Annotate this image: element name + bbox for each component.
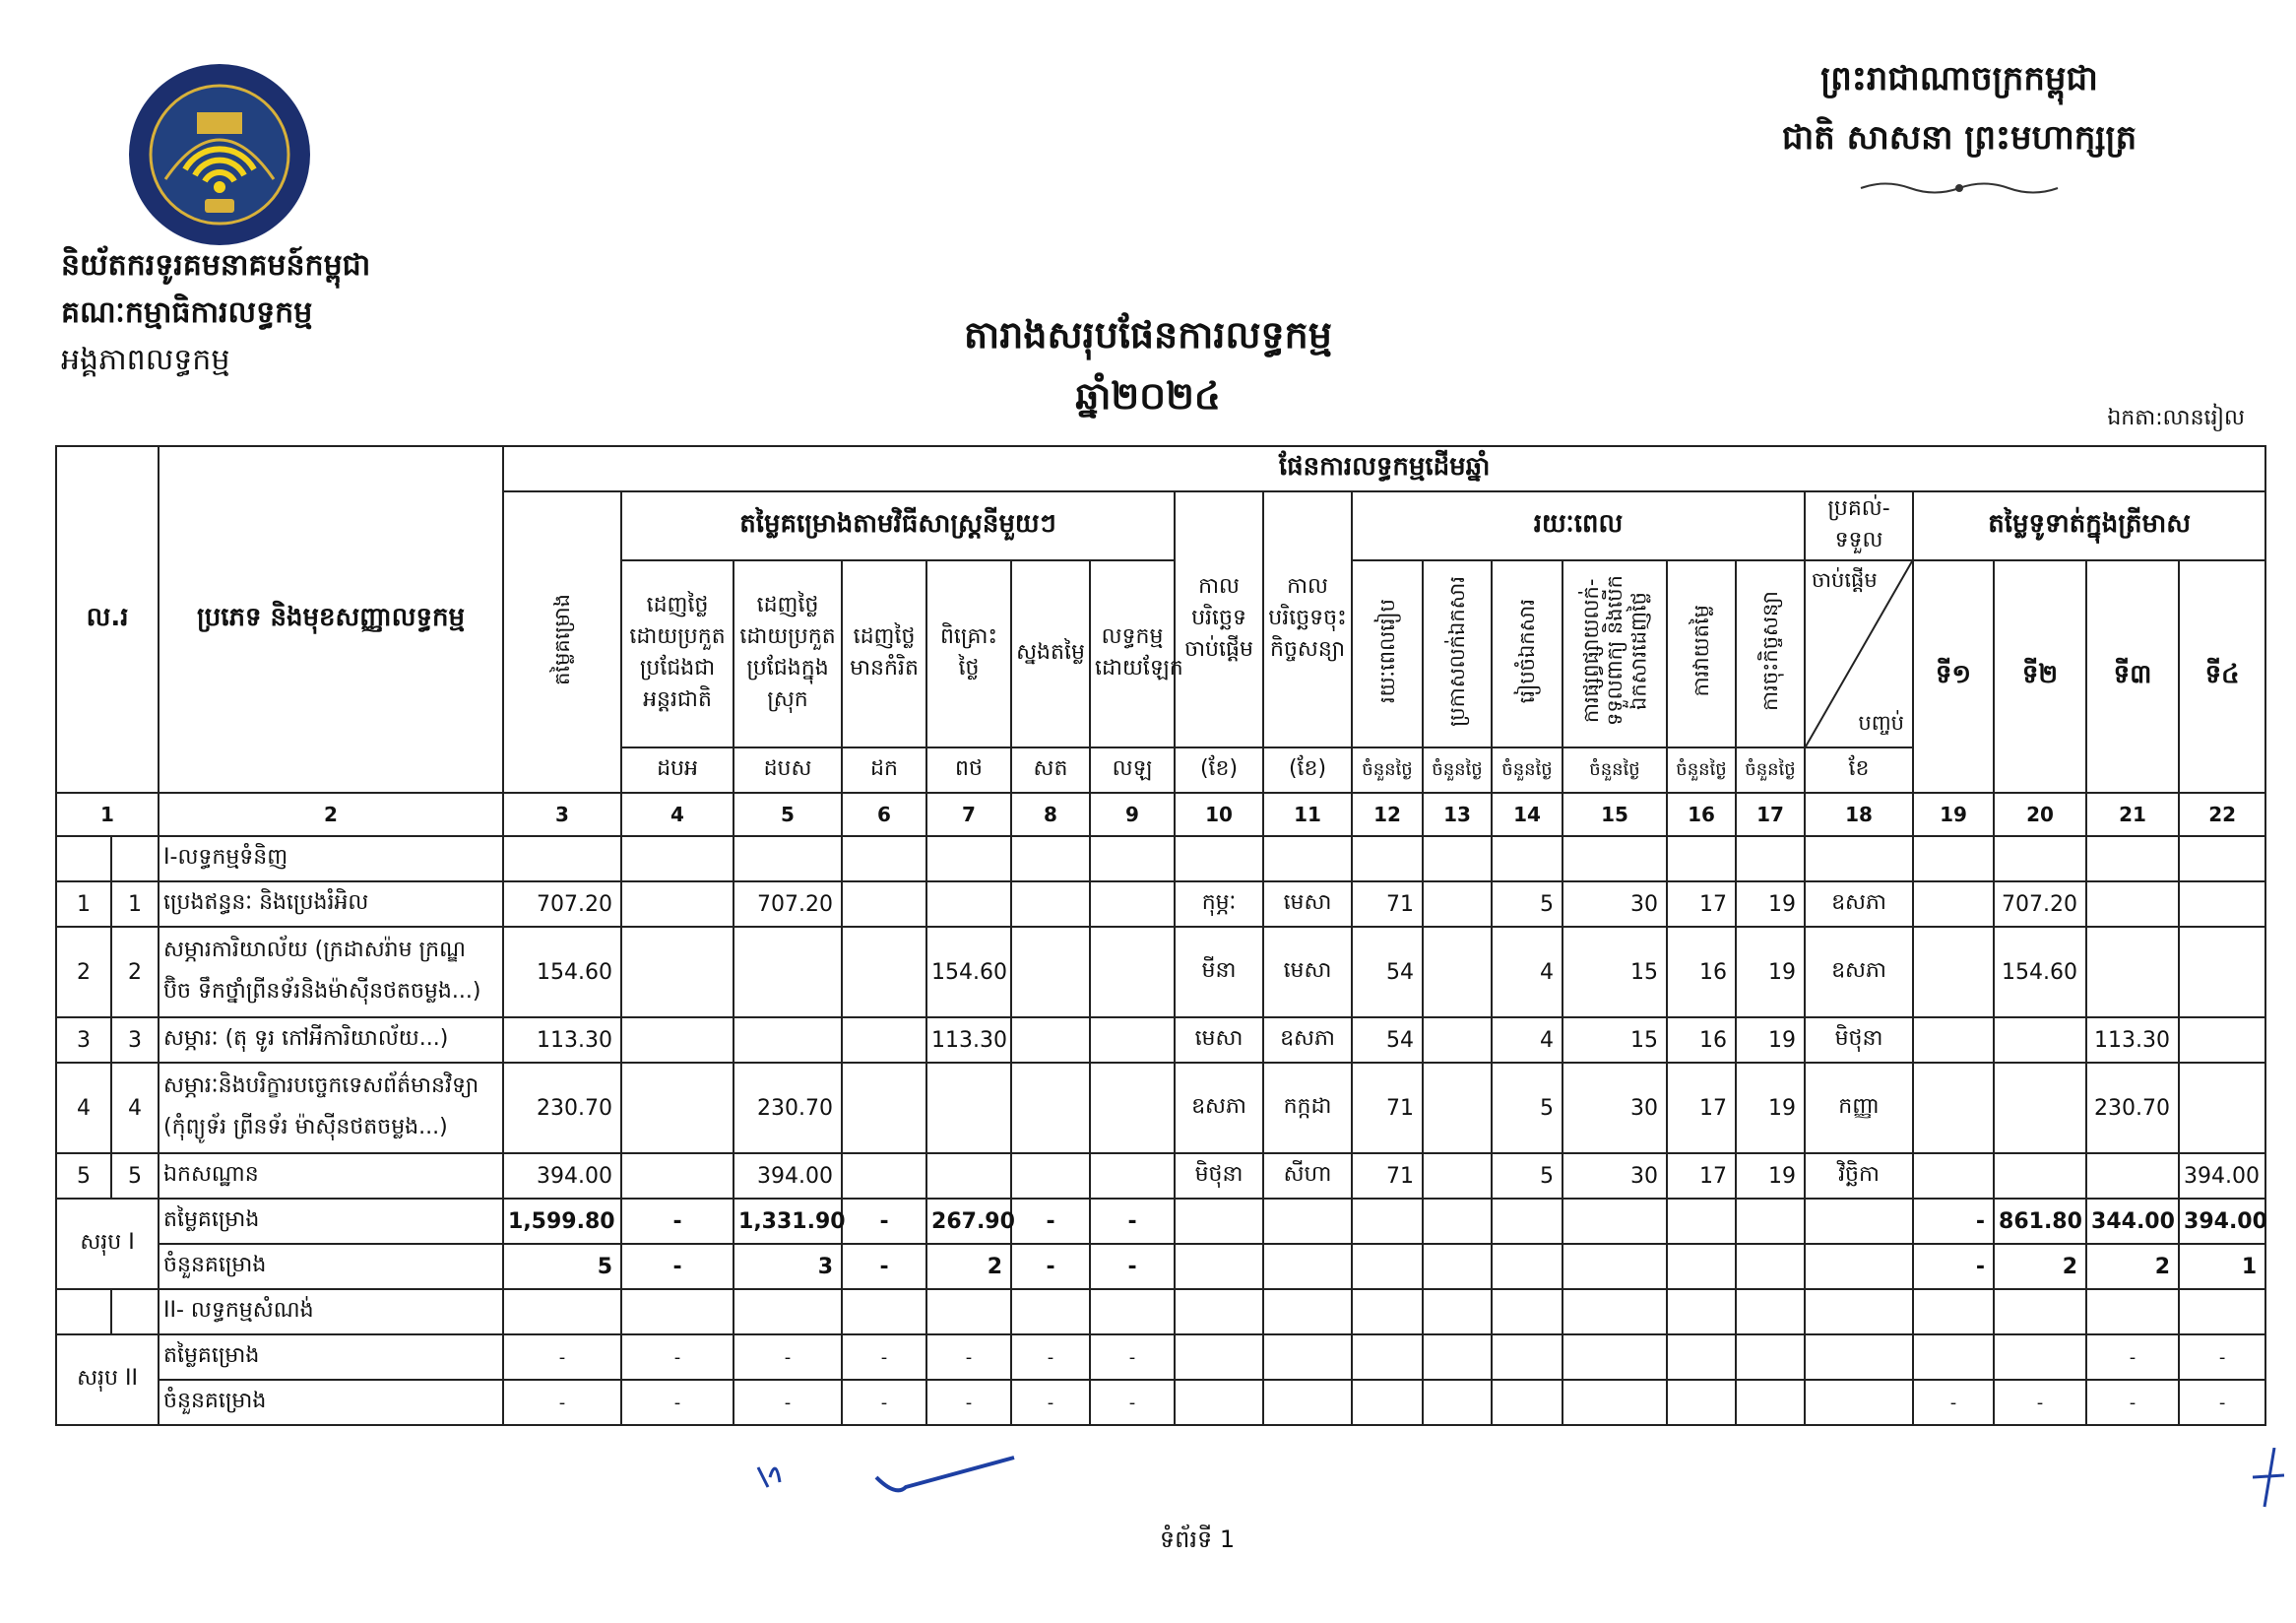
item-sign: ឧសភា (1263, 1017, 1352, 1063)
sum2-cell (1423, 1380, 1492, 1425)
item-name (159, 881, 503, 927)
procurement-plan-table (55, 445, 2266, 1426)
sum2-cell (1423, 1334, 1492, 1380)
kingdom-title: ព្រះរាជាណាចក្រកម្ពុជា (1820, 59, 2098, 98)
item-q3 (2086, 927, 2179, 1017)
header-q1: ទី១ (1913, 560, 1994, 793)
item-no: 2 (56, 927, 111, 1017)
sum2-cell (1492, 1334, 1563, 1380)
item-sub-no: 1 (111, 881, 159, 927)
item-d13 (1423, 1017, 1492, 1063)
item-m7 (926, 1153, 1011, 1199)
sum2-cell: - (733, 1334, 842, 1380)
header-d13: ប្រកាសលក់ឯកសារ (1423, 560, 1492, 747)
item-no: 5 (56, 1153, 111, 1199)
item-start: មីនា (1175, 927, 1263, 1017)
sum1-count-m4: - (621, 1244, 733, 1289)
header-duration: រយៈពេល (1352, 491, 1805, 560)
item-d17: 19 (1736, 881, 1805, 927)
sum1-count-q1: - (1913, 1244, 1994, 1289)
item-delivery: ឧសភា (1805, 927, 1913, 1017)
unit-days-12: ចំនួនថ្ងៃ (1352, 747, 1423, 793)
item-no: 1 (56, 881, 111, 927)
sum2-cell (1667, 1334, 1736, 1380)
item-m8 (1011, 1063, 1090, 1153)
item-d14: 5 (1492, 1063, 1563, 1153)
kingdom-motto: ជាតិ សាសនា ព្រះមហាក្សត្រ (1781, 118, 2137, 158)
colnum: 6 (842, 793, 926, 836)
item-m6 (842, 1153, 926, 1199)
item-name (159, 1017, 503, 1063)
item-d14: 4 (1492, 927, 1563, 1017)
unit-days-15: ចំនួនថ្ងៃ (1563, 747, 1667, 793)
sum2-cell: - (926, 1380, 1011, 1425)
item-start: មិថុនា (1175, 1153, 1263, 1199)
sum2-cell: - (621, 1334, 733, 1380)
item-delivery: ឧសភា (1805, 881, 1913, 927)
item-name-line: ប៊ិច ទឹកថ្នាំព្រីនទ័រនិងម៉ាស៊ីនថតចម្លង...) (163, 979, 481, 1004)
header-payment: តម្លៃទូទាត់ក្នុងត្រីមាស (1913, 491, 2265, 560)
sum2-cell: - (842, 1380, 926, 1425)
colnum: 9 (1090, 793, 1175, 836)
sum1-count-m6: - (842, 1244, 926, 1289)
colnum: 12 (1352, 793, 1423, 836)
sum2-cell (1175, 1380, 1263, 1425)
item-name-line: ប្រេងឥន្ធនៈ និងប្រេងរំអិល (163, 890, 369, 915)
sum1-count-m9: - (1090, 1244, 1175, 1289)
header-m8: ស្នងតម្លៃ (1011, 560, 1090, 747)
item-q3: 113.30 (2086, 1017, 2179, 1063)
item-d12: 71 (1352, 1063, 1423, 1153)
item-m8 (1011, 881, 1090, 927)
sum1-count-q4: 1 (2179, 1244, 2265, 1289)
item-d15: 30 (1563, 881, 1667, 927)
header-method: តម្លៃគម្រោងតាមវិធីសាស្ត្រនីមួយៗ (621, 491, 1175, 560)
item-q1 (1913, 1153, 1994, 1199)
item-d14: 4 (1492, 1017, 1563, 1063)
item-name-line: សម្ភារៈនិងបរិក្ខារបច្ចេកទេសព័ត៌មានវិទ្យា (163, 1073, 479, 1098)
sum2-cell (1736, 1334, 1805, 1380)
item-m6 (842, 881, 926, 927)
sum1-q1: - (1913, 1199, 1994, 1244)
sum2-cell (1805, 1380, 1913, 1425)
section-title: I-លទ្ធកម្មទំនិញ (159, 836, 503, 881)
colnum: 15 (1563, 793, 1667, 836)
item-q1 (1913, 1017, 1994, 1063)
table-row (56, 927, 2265, 1017)
sum1-m7: 267.90 (926, 1199, 1011, 1244)
sum2-cell (1263, 1334, 1352, 1380)
item-m5 (733, 1017, 842, 1063)
item-d16: 16 (1667, 1017, 1736, 1063)
item-d12: 54 (1352, 927, 1423, 1017)
sum2-cell (1667, 1380, 1736, 1425)
item-delivery: កញ្ញា (1805, 1063, 1913, 1153)
abbr-5: ដបស (733, 747, 842, 793)
colnum: 13 (1423, 793, 1492, 836)
header-d15: ការផ្សព្វផ្សាយលក់-ទទួលពាក្យ និងបើកឯកសារដេញថ្លៃ (1563, 560, 1667, 747)
item-d16: 16 (1667, 927, 1736, 1017)
item-start: ឧសភា (1175, 1063, 1263, 1153)
sum2-cell: - (733, 1380, 842, 1425)
item-d16: 17 (1667, 1063, 1736, 1153)
item-name-line: (កុំព្យូទ័រ ព្រីនទ័រ ម៉ាស៊ីនថតចម្លង...) (163, 1115, 448, 1139)
sum1-count-m7: 2 (926, 1244, 1011, 1289)
unit-days-13: ចំនួនថ្ងៃ (1423, 747, 1492, 793)
item-d17: 19 (1736, 1153, 1805, 1199)
org-name: និយ័តករទូរគមនាគមន៍កម្ពុជា (61, 248, 371, 283)
document-title: តារាងសរុបផែនការលទ្ធកម្ម (964, 313, 1332, 357)
item-m7 (926, 881, 1011, 927)
sum2-value-row (56, 1334, 2265, 1380)
item-m7 (926, 1063, 1011, 1153)
item-m9 (1090, 881, 1175, 927)
table-row (56, 1017, 2265, 1063)
item-name-line: សម្ភារការិយាល័យ (ក្រដាសរ៉ាម ក្រណ្ឌ (163, 938, 466, 962)
item-delivery: មិថុនា (1805, 1017, 1913, 1063)
item-m5: 394.00 (733, 1153, 842, 1199)
sum2-cell (1263, 1380, 1352, 1425)
sum2-cell: - (2086, 1334, 2179, 1380)
item-delivery: វិច្ឆិកា (1805, 1153, 1913, 1199)
colnum: 17 (1736, 793, 1805, 836)
sum2-rows (56, 1334, 2265, 1425)
sum2-cell (1175, 1334, 1263, 1380)
trc-logo (126, 61, 313, 248)
sum2-count-row (56, 1380, 2265, 1425)
sum1-value-row (56, 1199, 2265, 1244)
abbr-7: ពថ (926, 747, 1011, 793)
sum1-label: សរុប I (56, 1199, 159, 1289)
colnum: 22 (2179, 793, 2265, 836)
item-q3 (2086, 881, 2179, 927)
item-d13 (1423, 927, 1492, 1017)
item-q4 (2179, 1063, 2265, 1153)
item-q4 (2179, 881, 2265, 927)
item-sub-no: 3 (111, 1017, 159, 1063)
header-d16: ការវាយតម្លៃ (1667, 560, 1736, 747)
header-sign-date: កាលបរិច្ឆេទចុះកិច្ចសន្យា (1263, 491, 1352, 747)
colnum: 18 (1805, 793, 1913, 836)
item-m5: 230.70 (733, 1063, 842, 1153)
handwritten-initials (729, 1448, 2296, 1536)
item-d17: 19 (1736, 927, 1805, 1017)
item-no: 3 (56, 1017, 111, 1063)
item-q2: 154.60 (1994, 927, 2086, 1017)
sum1-count-q3: 2 (2086, 1244, 2179, 1289)
item-d15: 30 (1563, 1153, 1667, 1199)
item-no: 4 (56, 1063, 111, 1153)
page-number: ទំព័រទី 1 (1159, 1526, 1236, 1553)
item-m4 (621, 881, 733, 927)
committee-name: គណៈកម្មាធិការលទ្ធកម្ម (61, 295, 313, 330)
item-sign: មេសា (1263, 881, 1352, 927)
colnum: 1 (56, 793, 159, 836)
sum2-cell: - (926, 1334, 1011, 1380)
header-d12: រយៈពេលរៀប (1352, 560, 1423, 747)
unit-month-10: (ខែ) (1175, 747, 1263, 793)
item-d15: 30 (1563, 1063, 1667, 1153)
sum1-count-row (56, 1244, 2265, 1289)
item-m8 (1011, 1153, 1090, 1199)
sum2-cell: - (503, 1334, 621, 1380)
item-m9 (1090, 927, 1175, 1017)
abbr-9: លឡ (1090, 747, 1175, 793)
item-q4 (2179, 1017, 2265, 1063)
sum1-q2: 861.80 (1994, 1199, 2086, 1244)
header-delivery-range: ចាប់ផ្តើម បញ្ចប់ (1805, 560, 1913, 747)
item-q3: 230.70 (2086, 1063, 2179, 1153)
unit-days-17: ចំនួនថ្ងៃ (1736, 747, 1805, 793)
item-d17: 19 (1736, 1063, 1805, 1153)
unit-month-11: (ខែ) (1263, 747, 1352, 793)
item-d17: 19 (1736, 1017, 1805, 1063)
colnum: 14 (1492, 793, 1563, 836)
header-d14: រៀបចំឯកសារ (1492, 560, 1563, 747)
item-m8 (1011, 927, 1090, 1017)
sum2-cell (1352, 1334, 1423, 1380)
colnum: 19 (1913, 793, 1994, 836)
item-d16: 17 (1667, 1153, 1736, 1199)
sum2-cell: - (1090, 1334, 1175, 1380)
header-plan: ផែនការលទ្ធកម្មដើមឆ្នាំ (503, 446, 2265, 491)
item-d14: 5 (1492, 881, 1563, 927)
sum1-count-est: 5 (503, 1244, 621, 1289)
sum2-cell: - (2179, 1334, 2265, 1380)
sum2-cell (1563, 1380, 1667, 1425)
item-m8 (1011, 1017, 1090, 1063)
table-row (56, 1063, 2265, 1153)
item-m4 (621, 1017, 733, 1063)
item-d12: 71 (1352, 881, 1423, 927)
colnum: 21 (2086, 793, 2179, 836)
item-m9 (1090, 1063, 1175, 1153)
item-sub-no: 5 (111, 1153, 159, 1199)
header-start-date: កាលបរិច្ឆេទចាប់ផ្តើម (1175, 491, 1263, 747)
item-d13 (1423, 881, 1492, 927)
item-name-line: សម្ភារៈ (តុ ទូរ កៅអីការិយាល័យ...) (163, 1026, 449, 1051)
item-q2 (1994, 1063, 2086, 1153)
sum2-cell: - (1011, 1380, 1090, 1425)
ornament-divider (1856, 179, 2063, 197)
sum2-cell (1994, 1334, 2086, 1380)
sum2-cell: - (621, 1380, 733, 1425)
item-start: កុម្ភៈ (1175, 881, 1263, 927)
document-year: ឆ្នាំ២០២៤ (1075, 374, 1221, 418)
item-d12: 54 (1352, 1017, 1423, 1063)
header-est: តម្លៃគម្រោង (503, 491, 621, 793)
sum1-m8: - (1011, 1199, 1090, 1244)
sum1-m4: - (621, 1199, 733, 1244)
colnum: 5 (733, 793, 842, 836)
item-est: 154.60 (503, 927, 621, 1017)
colnum: 11 (1263, 793, 1352, 836)
sum2-cell: - (2086, 1380, 2179, 1425)
table-row (56, 881, 2265, 927)
section-row (56, 836, 2265, 881)
item-d14: 5 (1492, 1153, 1563, 1199)
item-d12: 71 (1352, 1153, 1423, 1199)
header-m4: ដេញថ្លៃដោយប្រកួតប្រជែងជាអន្តរជាតិ (621, 560, 733, 747)
sum2-cell (1492, 1380, 1563, 1425)
item-est: 230.70 (503, 1063, 621, 1153)
sum1-q4: 394.00 (2179, 1199, 2265, 1244)
header-m6: ដេញថ្លៃមានកំរិត (842, 560, 926, 747)
item-name-line: ឯកសណ្ឋាន (163, 1162, 259, 1187)
unit-name: អង្គភាពលទ្ធកម្ម (61, 343, 230, 377)
item-m4 (621, 1153, 733, 1199)
sum1-value-label: តម្លៃគម្រោង (159, 1199, 503, 1244)
sum2-cell: - (842, 1334, 926, 1380)
colnum: 3 (503, 793, 621, 836)
item-q1 (1913, 927, 1994, 1017)
colnum: 16 (1667, 793, 1736, 836)
item-m9 (1090, 1153, 1175, 1199)
header-type: ប្រភេទ និងមុខសញ្ញាលទ្ធកម្ម (159, 446, 503, 793)
column-number-row (56, 793, 2265, 836)
header-delivery: ប្រគល់-ទទួល (1805, 491, 1913, 560)
item-sub-no: 2 (111, 927, 159, 1017)
item-m6 (842, 1063, 926, 1153)
item-name (159, 1153, 503, 1199)
currency-unit: ឯកតា:លានរៀល (2107, 406, 2245, 430)
header-q3: ទី៣ (2086, 560, 2179, 793)
item-est: 113.30 (503, 1017, 621, 1063)
sum1-count-q2: 2 (1994, 1244, 2086, 1289)
sum2-cell: - (503, 1380, 621, 1425)
sum2-cell: - (2179, 1380, 2265, 1425)
abbr-8: សត (1011, 747, 1090, 793)
item-m7: 154.60 (926, 927, 1011, 1017)
sum2-cell: - (1994, 1380, 2086, 1425)
item-m4 (621, 1063, 733, 1153)
item-m9 (1090, 1017, 1175, 1063)
header-q2: ទី២ (1994, 560, 2086, 793)
item-q1 (1913, 881, 1994, 927)
sum1-q3: 344.00 (2086, 1199, 2179, 1244)
sum2-row-label: ចំនួនគម្រោង (159, 1380, 503, 1425)
item-est: 394.00 (503, 1153, 621, 1199)
item-start: មេសា (1175, 1017, 1263, 1063)
item-sign: កក្កដា (1263, 1063, 1352, 1153)
item-sign: មេសា (1263, 927, 1352, 1017)
item-est: 707.20 (503, 881, 621, 927)
sum1-count-m8: - (1011, 1244, 1090, 1289)
item-d15: 15 (1563, 1017, 1667, 1063)
colnum: 4 (621, 793, 733, 836)
sum2-cell: - (1090, 1380, 1175, 1425)
abbr-6: ដក (842, 747, 926, 793)
unit-month-18: ខែ (1805, 747, 1913, 793)
header-m9: លទ្ធកម្មដោយឡែក (1090, 560, 1175, 747)
sum2-row-label: តម្លៃគម្រោង (159, 1334, 503, 1380)
item-m7: 113.30 (926, 1017, 1011, 1063)
data-rows (56, 881, 2265, 1199)
item-sub-no: 4 (111, 1063, 159, 1153)
item-d13 (1423, 1153, 1492, 1199)
table-row (56, 1153, 2265, 1199)
item-q4: 394.00 (2179, 1153, 2265, 1199)
sum2-cell: - (1011, 1334, 1090, 1380)
sum1-m5: 1,331.90 (733, 1199, 842, 1244)
sum2-cell: - (1913, 1380, 1994, 1425)
item-m5: 707.20 (733, 881, 842, 927)
item-m6 (842, 1017, 926, 1063)
colnum: 2 (159, 793, 503, 836)
colnum: 20 (1994, 793, 2086, 836)
item-d16: 17 (1667, 881, 1736, 927)
sum1-m9: - (1090, 1199, 1175, 1244)
section-title: II- លទ្ធកម្មសំណង់ (159, 1289, 503, 1334)
unit-days-16: ចំនួនថ្ងៃ (1667, 747, 1736, 793)
header-row-1 (56, 446, 2265, 491)
header-q4: ទី៤ (2179, 560, 2265, 793)
item-m6 (842, 927, 926, 1017)
item-name (159, 1063, 503, 1153)
item-q4 (2179, 927, 2265, 1017)
sum1-count-label: ចំនួនគម្រោង (159, 1244, 503, 1289)
item-d15: 15 (1563, 927, 1667, 1017)
sum2-cell (1805, 1334, 1913, 1380)
colnum: 8 (1011, 793, 1090, 836)
header-d17: ការចុះកិច្ចសន្យា (1736, 560, 1805, 747)
header-m7: ពិគ្រោះថ្លៃ (926, 560, 1011, 747)
item-d13 (1423, 1063, 1492, 1153)
sum1-est: 1,599.80 (503, 1199, 621, 1244)
item-m5 (733, 927, 842, 1017)
item-q2 (1994, 1153, 2086, 1199)
item-q2 (1994, 1017, 2086, 1063)
item-sign: សីហា (1263, 1153, 1352, 1199)
item-name (159, 927, 503, 1017)
sum2-label: សរុប II (56, 1334, 159, 1425)
sum2-cell (1563, 1334, 1667, 1380)
item-q1 (1913, 1063, 1994, 1153)
sum1-m6: - (842, 1199, 926, 1244)
colnum: 10 (1175, 793, 1263, 836)
section-row (56, 1289, 2265, 1334)
colnum: 7 (926, 793, 1011, 836)
sum2-cell (1736, 1380, 1805, 1425)
sum1-count-m5: 3 (733, 1244, 842, 1289)
sum2-cell (1352, 1380, 1423, 1425)
item-m4 (621, 927, 733, 1017)
item-q3 (2086, 1153, 2179, 1199)
header-m5: ដេញថ្លៃដោយប្រកួតប្រជែងក្នុងស្រុក (733, 560, 842, 747)
abbr-4: ដបអ (621, 747, 733, 793)
item-q2: 707.20 (1994, 881, 2086, 927)
header-no: ល.រ (56, 446, 159, 793)
unit-days-14: ចំនួនថ្ងៃ (1492, 747, 1563, 793)
sum2-cell (1913, 1334, 1994, 1380)
